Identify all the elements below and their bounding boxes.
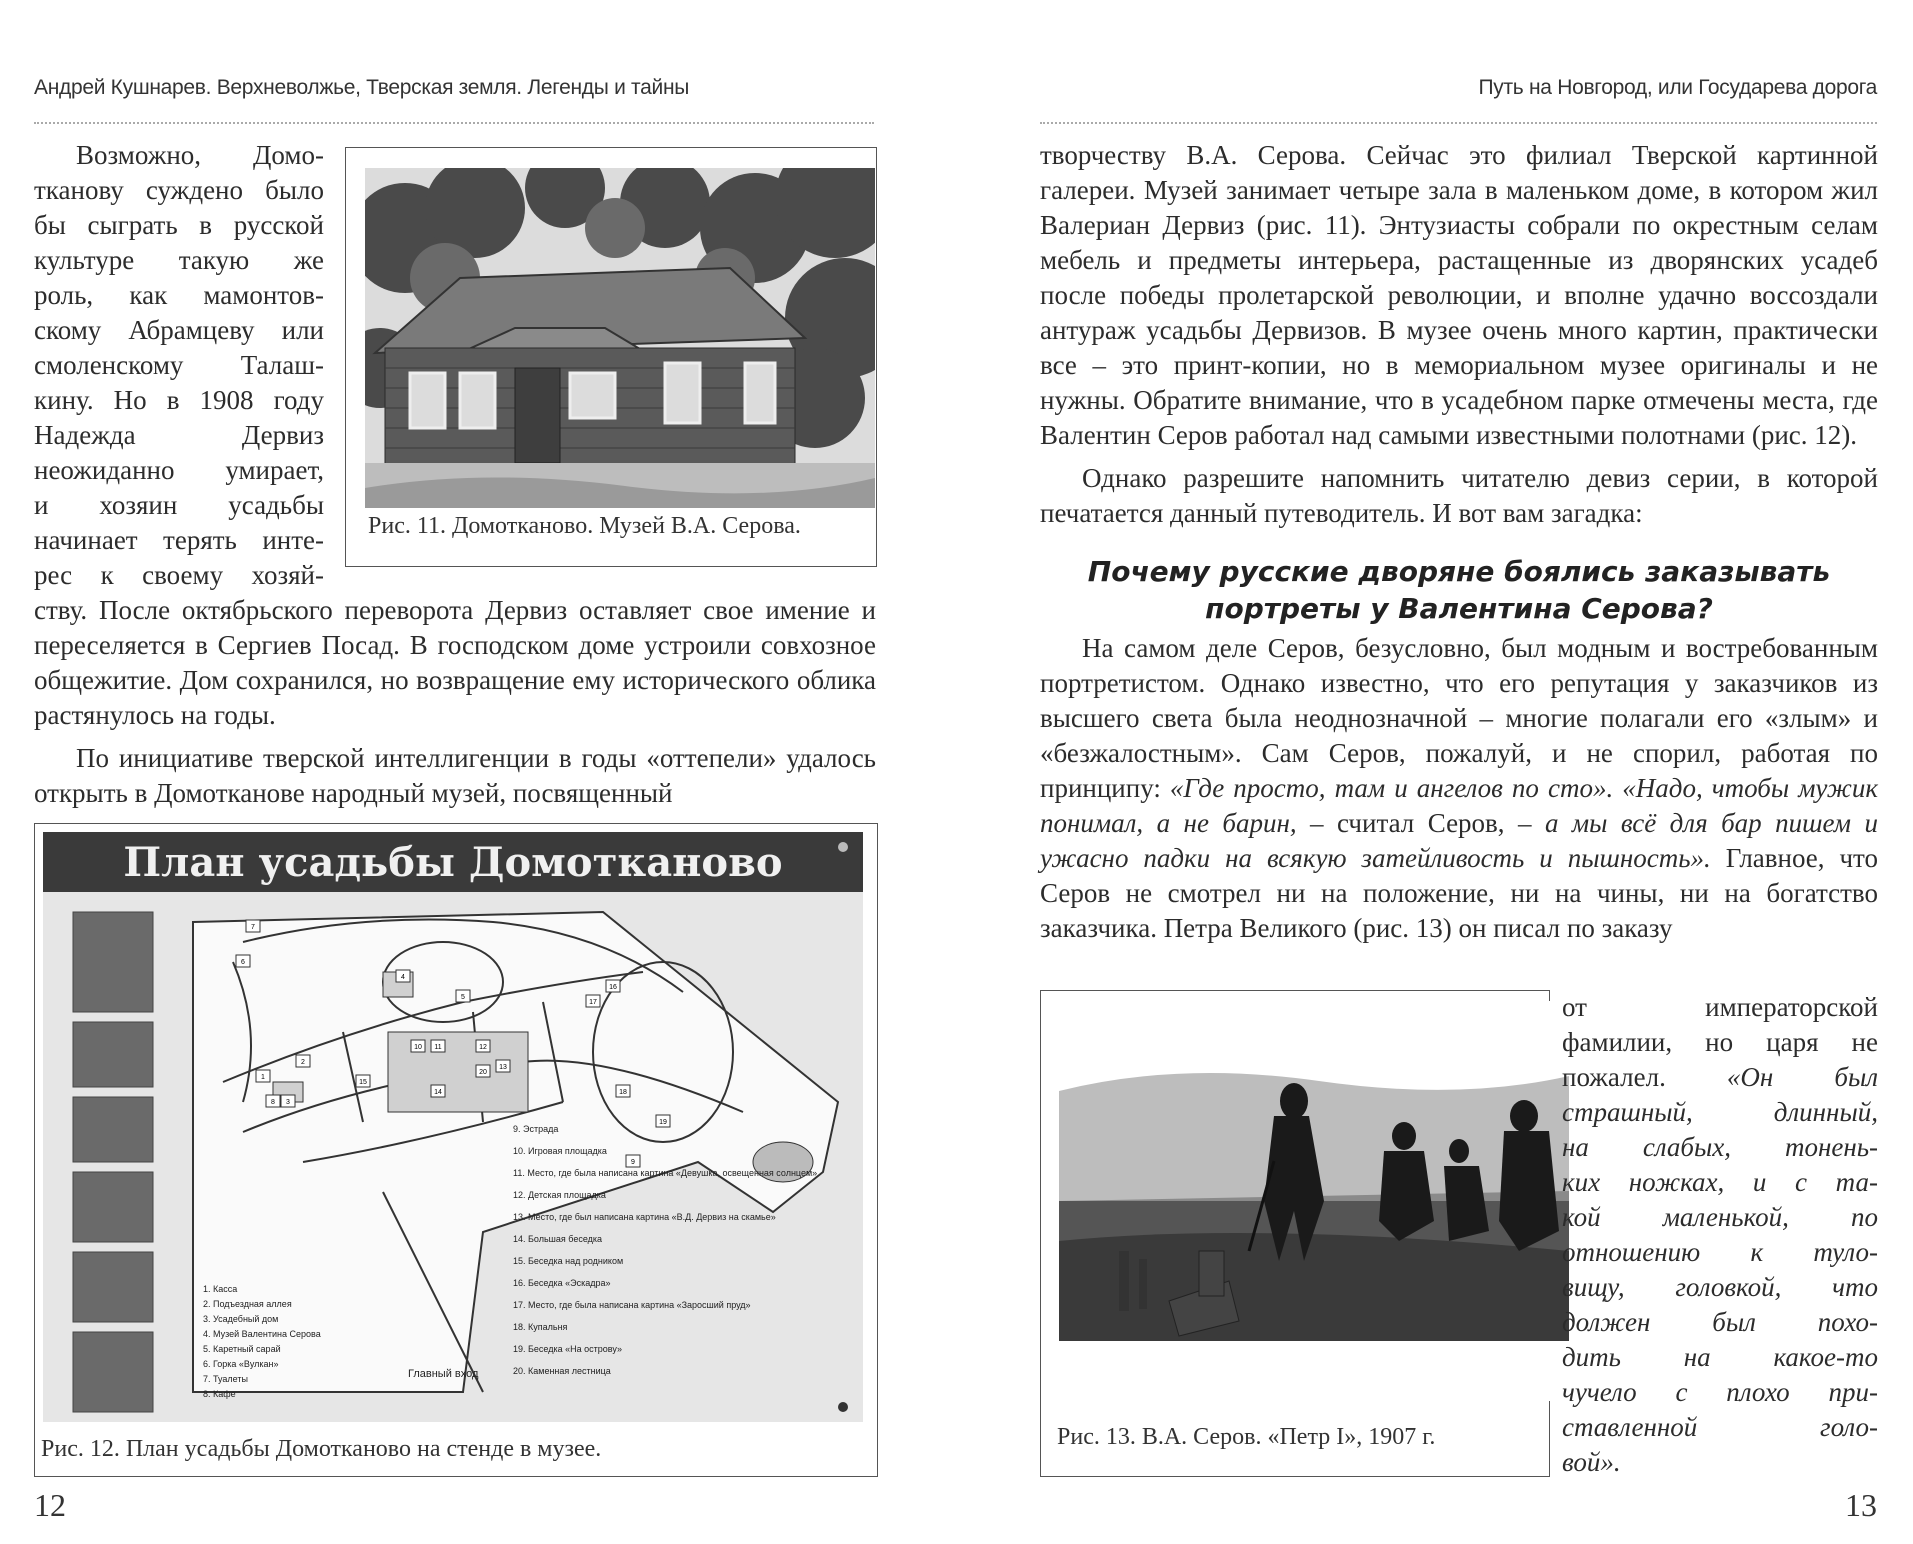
legend-item: 7. Туалеты xyxy=(203,1374,248,1384)
figure-13 xyxy=(1040,990,1550,1477)
legend-item: 18. Купальня xyxy=(513,1322,568,1332)
wrap-line: должен был похо- xyxy=(1562,1307,1878,1337)
wrap-line: от императорской xyxy=(1562,992,1878,1022)
wrap-line: скому Абрамцеву или xyxy=(34,315,324,345)
map-marker-number: 12 xyxy=(479,1044,487,1051)
figure-11 xyxy=(345,147,877,567)
legend-item: 17. Место, где была написана картина «Заросший пруд» xyxy=(513,1300,751,1310)
wrap-line: ставленной голо- xyxy=(1562,1412,1878,1442)
map-marker-number: 17 xyxy=(589,999,597,1006)
wrap-line: вой». xyxy=(1562,1447,1621,1477)
map-marker-number: 9 xyxy=(631,1159,635,1166)
running-head-right: Путь на Новгород, или Государева дорога xyxy=(1478,76,1877,99)
legend-item: 12. Детская площадка xyxy=(513,1190,606,1200)
paragraph-left-2: По инициативе тверской интеллигенции в годы «оттепели» удалось открыть в Домотканове народный музей, посвященный xyxy=(34,743,876,808)
figure-12 xyxy=(34,823,878,1477)
map-marker-number: 3 xyxy=(286,1099,290,1106)
estate-plan-photo-icon xyxy=(43,832,863,1422)
wrap-line: роль, как мамонтов- xyxy=(34,280,324,310)
plan-title: План усадьбы Домотканово xyxy=(123,839,783,886)
wrap-line: кину. Но в 1908 году xyxy=(34,385,324,415)
main-entrance-label: Главный вход xyxy=(408,1368,479,1380)
wrap-line: Возможно, Домо- xyxy=(76,140,324,170)
legend-item: 5. Каретный сарай xyxy=(203,1344,281,1354)
wrap-line: кой маленькой, по xyxy=(1562,1202,1878,1232)
map-marker-number: 18 xyxy=(619,1089,627,1096)
wrap-line: тканову суждено было xyxy=(34,175,324,205)
paragraph-right-3: На самом деле Серов, безусловно, был модным и востребованным портретистом. Однако известно, что его репутация у заказчиков из высшего света была неоднозначной – многие полагали его «злым» и «безжалостным». Сам Серов, пожалуй, и не спорил, работая по принципу: «Где просто, там и ангелов по сто». «Надо, чтобы мужик понимал, а не барин, – считал Серов, – а мы всё для бар пишем и ужасно падки на всякую затейливость и пышность». Главное, что Серов не смотрел ни на положение, ни на чины, ни на богатство заказчика. Петра Великого (рис. 13) он писал по заказу xyxy=(1040,633,1879,943)
house-photo-icon xyxy=(365,168,875,508)
wrap-line: чучело с плохо при- xyxy=(1562,1377,1878,1407)
wrap-line: пожалел. «Он был xyxy=(1562,1062,1878,1092)
legend-item: 3. Усадебный дом xyxy=(203,1314,279,1324)
legend-item: 16. Беседка «Эскадра» xyxy=(513,1278,611,1288)
legend-item: 13. Место, где был написана картина «В.Д. Дервиз на скамье» xyxy=(513,1212,776,1222)
painting-peter-i-icon xyxy=(1059,1001,1569,1401)
map-marker-number: 5 xyxy=(461,994,465,1001)
map-marker-number: 13 xyxy=(499,1064,507,1071)
map-marker-number: 4 xyxy=(401,974,405,981)
header-rule xyxy=(34,122,874,124)
wrap-line: ких ножках, и с та- xyxy=(1562,1167,1878,1197)
map-marker-number: 11 xyxy=(434,1044,442,1051)
wrap-line: смоленскому Талаш- xyxy=(34,350,324,380)
legend-item: 20. Каменная лестница xyxy=(513,1366,611,1376)
page-number-right: 13 xyxy=(1845,1487,1877,1523)
map-marker-number: 1 xyxy=(261,1074,265,1081)
legend-item: 15. Беседка над родником xyxy=(513,1256,624,1266)
figure-11-caption: Рис. 11. Домотканово. Музей В.А. Серова. xyxy=(368,513,801,539)
right-page xyxy=(956,0,1913,1544)
wrap-line: отношению к туло- xyxy=(1562,1237,1878,1267)
wrap-line: дить на какое-то xyxy=(1562,1342,1878,1372)
map-marker-number: 19 xyxy=(659,1119,667,1126)
wrap-line: культуре такую же xyxy=(34,245,324,275)
wrap-line: и хозяин усадьбы xyxy=(34,490,324,520)
wrap-text-left xyxy=(34,138,324,593)
legend-item: 19. Беседка «На острову» xyxy=(513,1344,622,1354)
paragraph-right-2: Однако разрешите напомнить читателю девиз серии, в которой печатается данный путеводитель. И вот вам загадка: xyxy=(1040,463,1878,528)
legend-item: 4. Музей Валентина Серова xyxy=(203,1329,321,1339)
map-marker-number: 14 xyxy=(434,1089,442,1096)
paragraph-right-1: творчеству В.А. Серова. Сейчас это филиал Тверской картинной галереи. Музей занимает четыре зала в маленьком доме, в котором жил Валериан Дервиз (рис. 11). Энтузиасты собрали по окрестным селам мебель и предметы интерьера, растащенные из дворянских усадеб после победы пролетарской революции, и вполне удачно воссоздали антураж усадьбы Дервизов. В музее очень много картин, практически все – это принт-копии, но в мемориальном музее оригиналы и не нужны. Обратите внимание, что в усадебном парке отмечены места, где Валентин Серов работал над самыми известными полотнами (рис. 12). xyxy=(1040,140,1878,450)
map-marker-number: 16 xyxy=(609,984,617,991)
map-marker-number: 6 xyxy=(241,959,245,966)
map-marker-number: 10 xyxy=(414,1044,422,1051)
wrap-line: рес к своему хозяй- xyxy=(34,560,324,590)
page-number-left: 12 xyxy=(34,1487,66,1523)
map-marker-number: 7 xyxy=(251,924,255,931)
wrap-line: Надежда Дервиз xyxy=(34,420,324,450)
wrap-line: вищу, головкой, что xyxy=(1562,1272,1878,1302)
legend-item: 14. Большая беседка xyxy=(513,1234,603,1244)
map-marker-number: 15 xyxy=(359,1079,367,1086)
header-rule xyxy=(1040,122,1877,124)
legend-item: 8. Кафе xyxy=(203,1389,236,1399)
legend-item: 6. Горка «Вулкан» xyxy=(203,1359,279,1369)
wrap-line: фамилии, но царя не xyxy=(1562,1027,1878,1057)
wrap-line: неожиданно умирает, xyxy=(34,455,324,485)
wrap-line: на слабых, тонень- xyxy=(1562,1132,1878,1162)
legend-item: 1. Касса xyxy=(203,1284,238,1294)
paragraph-left-1-rest: ству. После октябрьского переворота Дервиз оставляет свое имение и переселяется в Сергиев Посад. В господском доме устроили совхозное общежитие. Дом сохранился, но возвращение ему исторического облика растянулось на годы. xyxy=(34,595,876,730)
legend-item: 2. Подъездная аллея xyxy=(203,1299,292,1309)
left-page xyxy=(0,0,956,1544)
legend-item: 9. Эстрада xyxy=(513,1124,559,1134)
wrap-line: начинает терять инте- xyxy=(34,525,324,555)
map-marker-number: 2 xyxy=(301,1059,305,1066)
legend-item: 11. Место, где была написана картина «Девушка, освещенная солнцем» xyxy=(513,1168,818,1178)
section-heading: Почему русские дворяне боялись заказывать портреты у Валентина Серова? xyxy=(1087,555,1831,625)
wrap-line: бы сыграть в русской xyxy=(34,210,324,240)
map-marker-number: 20 xyxy=(479,1069,487,1076)
running-head-left: Андрей Кушнарев. Верхневолжье, Тверская земля. Легенды и тайны xyxy=(34,76,690,99)
figure-12-caption: Рис. 12. План усадьбы Домотканово на стенде в музее. xyxy=(41,1436,602,1462)
wrap-line: страшный, длинный, xyxy=(1562,1097,1878,1127)
legend-item: 10. Игровая площадка xyxy=(513,1146,607,1156)
wrap-text-right xyxy=(1562,990,1878,1480)
figure-13-caption: Рис. 13. В.А. Серов. «Петр I», 1907 г. xyxy=(1057,1424,1436,1450)
map-marker-number: 8 xyxy=(271,1099,275,1106)
